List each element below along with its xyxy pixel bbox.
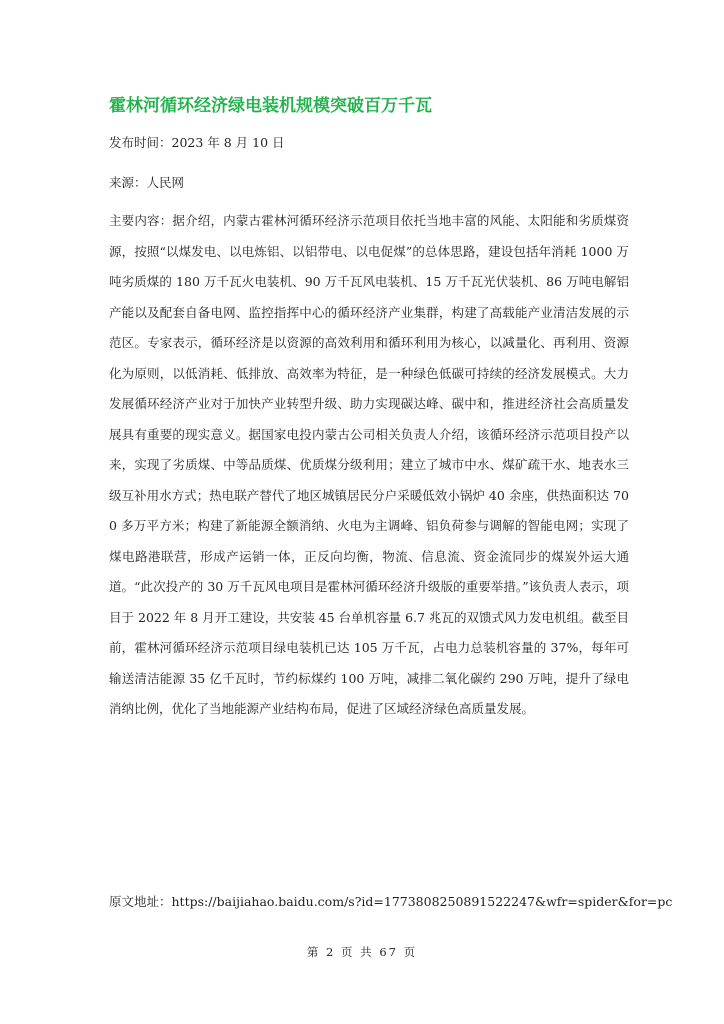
page-number: 第 2 页 共 67 页 bbox=[306, 945, 418, 959]
article-body: 主要内容：据介绍，内蒙古霍林河循环经济示范项目依托当地丰富的风能、太阳能和劣质煤资源，按照“以煤发电、以电炼铝、以铝带电、以电促煤”的总体思路，建设包括年消耗 1000 万吨劣质煤的 180 万千瓦火电装机、90 万千瓦风电装机、15 万千瓦光伏装机、86 万吨电解铝产能以及配套自备电网、监控指挥中心的循环经济产业集群，构建了高载能产业清洁发展的示范区。专家表示，循环经济是以资源的高效利用和循环利用为核心，以减量化、再利用、资源化为原则，以低消耗、低排放、高效率为特征，是一种绿色低碳可持续的经济发展模式。大力发展循环经济产业对于加快产业转型升级、助力实现碳达峰、碳中和，推进经济社会高质量发展具有重要的现实意义。据国家电投内蒙古公司相关负责人介绍，该循环经济示范项目投产以来，实现了劣质煤、中等品质煤、优质煤分级利用；建立了城市中水、煤矿疏干水、地表水三级互补用水方式；热电联产替代了地区城镇居民分户采暖低效小锅炉 40 余座，供热面积达 700 多万平方米；构建了新能源全额消纳、火电为主调峰、铝负荷参与调解的智能电网；实现了煤电路港联营，形成产运销一体，正反向均衡，物流、信息流、资金流同步的煤炭外运大通道。“此次投产的 30 万千瓦风电项目是霍林河循环经济升级版的重要举措。”该负责人表示，项目于 2022 年 8 月开工建设，共安装 45 台单机容量 6.7 兆瓦的双馈式风力发电机组。截至目前，霍林河循环经济示范项目绿电装机已达 105 万千瓦，占电力总装机容量的 37%，每年可输送清洁能源 35 亿千瓦时，节约标煤约 100 万吨，减排二氧化碳约 290 万吨，提升了绿电消纳比例，优化了当地能源产业结构布局，促进了区域经济绿色高质量发展。 bbox=[109, 213, 629, 716]
publish-date: 发布时间：2023 年 8 月 10 日 bbox=[109, 135, 285, 150]
article-source: 来源：人民网 bbox=[109, 175, 185, 190]
article-title: 霍林河循环经济绿电装机规模突破百万千瓦 bbox=[109, 96, 432, 116]
original-url[interactable]: 原文地址：https://baijiahao.baidu.com/s?id=1773808250891522247&wfr=spider&for=pc bbox=[109, 894, 673, 909]
